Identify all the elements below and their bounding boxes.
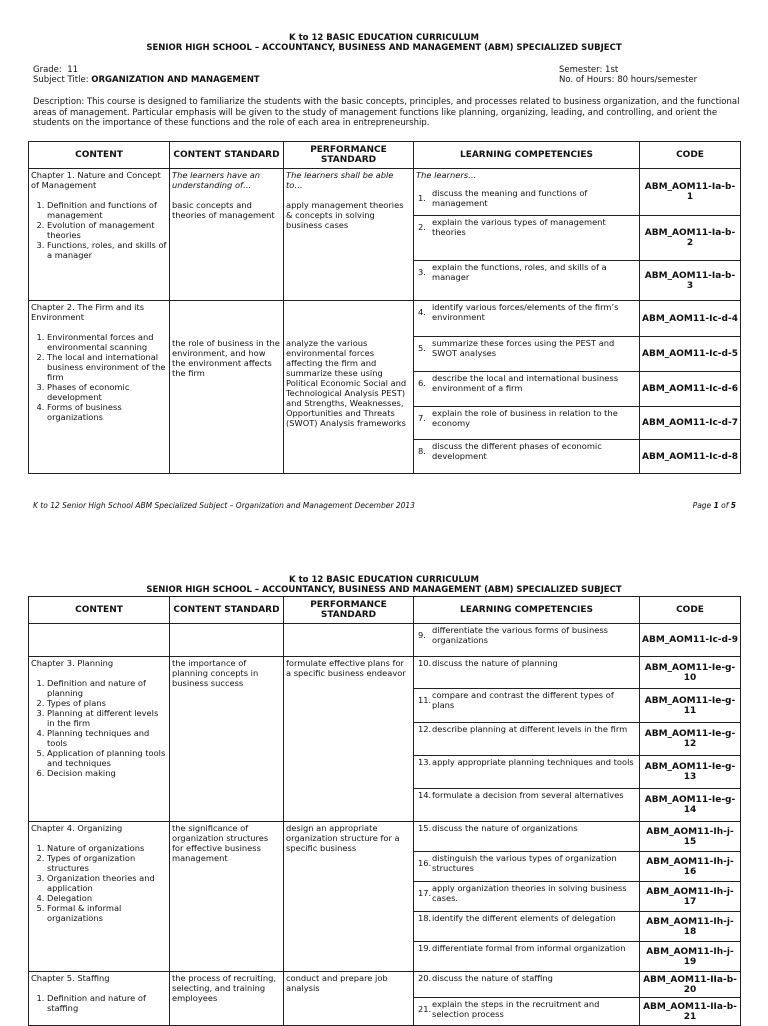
- code-12: ABM_AOM11-Ie-g-12: [640, 723, 741, 756]
- competency-3: 3. explain the functions, roles, and skills of a manager: [414, 261, 640, 301]
- chapter-2-content-standard: the role of business in the environment, and how the environment affects the firm: [170, 301, 284, 474]
- empty-cs: [170, 624, 284, 657]
- chapter-4-content: Chapter 4. Organizing 1. Nature of organizations 2. Types of organization structures 3. Organization theories and application 4. Delegation 5. Formal & informal organizations: [29, 822, 170, 972]
- curriculum-title: K to 12 BASIC EDUCATION CURRICULUM SENIOR HIGH SCHOOL – ACCOUNTANCY, BUSINESS AND MANAGEMENT (ABM) SPECIALIZED SUBJECT: [146, 33, 622, 53]
- chapter-3-content: Chapter 3. Planning 1. Definition and nature of planning 2. Types of plans 3. Planning at different levels in the firm 4. Planning techniques and tools 5. Application of planning tools and techniques 6. Decision making: [29, 657, 170, 822]
- competency-11: 11. compare and contrast the different types of plans: [414, 689, 640, 723]
- chapter-1-content: Chapter 1. Nature and Concept of Management 1. Definition and functions of management 2. Evolution of management theories 3. Functions, roles, and skills of a manager: [29, 169, 170, 301]
- competency-12: 12. describe planning at different levels in the firm: [414, 723, 640, 756]
- page-number: Page 1 of 5: [692, 501, 736, 510]
- code-10: ABM_AOM11-Ie-g-10: [640, 657, 741, 689]
- footer-text: K to 12 Senior High School ABM Specialized Subject – Organization and Management December 2013: [33, 501, 415, 510]
- code-19: ABM_AOM11-Ih-j-19: [640, 942, 741, 972]
- competency-18: 18. identify the different elements of delegation: [414, 912, 640, 942]
- competency-4: 4. identify various forces/elements of the firm’s environment: [414, 301, 640, 337]
- code-5: ABM_AOM11-Ic-d-5: [640, 337, 741, 372]
- chapter-1-performance-standard: The learners shall be able to… apply management theories & concepts in solving business cases: [284, 169, 414, 301]
- competency-7: 7. explain the role of business in relation to the economy: [414, 407, 640, 440]
- grade-meta: Grade: 11 Subject Title: ORGANIZATION AND MANAGEMENT: [33, 65, 260, 85]
- page-2: [0, 520, 768, 1024]
- competency-16: 16. distinguish the various types of organization structures: [414, 852, 640, 882]
- code-20: ABM_AOM11-IIa-b-20: [640, 972, 741, 998]
- col-learning-competencies-2: LEARNING COMPETENCIES: [414, 597, 640, 624]
- chapter-5-content: Chapter 5. Staffing 1. Definition and nature of staffing: [29, 972, 170, 1026]
- chapter-2-performance-standard: analyze the various environmental forces affecting the firm and summarize these using Political Economic Social and Technological Analysis PEST) and Strengths, Weaknesses, Opportunities and Threats (SWOT) Analysis frameworks: [284, 301, 414, 474]
- competency-8: 8. discuss the different phases of economic development: [414, 440, 640, 474]
- code-17: ABM_AOM11-Ih-j-17: [640, 882, 741, 912]
- col-code: CODE: [640, 142, 741, 169]
- curriculum-table-1: [28, 141, 741, 474]
- col-content-standard-2: CONTENT STANDARD: [170, 597, 284, 624]
- curriculum-title-2: K to 12 BASIC EDUCATION CURRICULUM SENIOR HIGH SCHOOL – ACCOUNTANCY, BUSINESS AND MANAGEMENT (ABM) SPECIALIZED SUBJECT: [146, 575, 622, 595]
- competency-5: 5. summarize these forces using the PEST and SWOT analyses: [414, 337, 640, 372]
- code-15: ABM_AOM11-Ih-j-15: [640, 822, 741, 852]
- code-8: ABM_AOM11-Ic-d-8: [640, 440, 741, 474]
- code-13: ABM_AOM11-Ie-g-13: [640, 756, 741, 789]
- code-21: ABM_AOM11-IIa-b-21: [640, 998, 741, 1026]
- col-code-2: CODE: [640, 597, 741, 624]
- code-18: ABM_AOM11-Ih-j-18: [640, 912, 741, 942]
- code-6: ABM_AOM11-Ic-d-6: [640, 372, 741, 407]
- code-3: ABM_AOM11-Ia-b-3: [640, 261, 741, 301]
- competency-19: 19. differentiate formal from informal organization: [414, 942, 640, 972]
- curriculum-table-2: [28, 596, 741, 1026]
- code-7: ABM_AOM11-Ic-d-7: [640, 407, 741, 440]
- chapter-5-performance-standard: conduct and prepare job analysis: [284, 972, 414, 1026]
- chapter-3-performance-standard: formulate effective plans for a specific business endeavor: [284, 657, 414, 822]
- competency-20: 20. discuss the nature of staffing: [414, 972, 640, 998]
- competency-10: 10. discuss the nature of planning: [414, 657, 640, 689]
- competency-2: 2. explain the various types of management theories: [414, 216, 640, 261]
- col-learning-competencies: LEARNING COMPETENCIES: [414, 142, 640, 169]
- semester-meta: Semester: 1st No. of Hours: 80 hours/semester: [559, 65, 698, 85]
- col-performance-standard: PERFORMANCE STANDARD: [284, 142, 414, 169]
- chapter-1-content-standard: The learners have an understanding of… basic concepts and theories of management: [170, 169, 284, 301]
- col-content-2: CONTENT: [29, 597, 170, 624]
- code-16: ABM_AOM11-Ih-j-16: [640, 852, 741, 882]
- code-11: ABM_AOM11-Ie-g-11: [640, 689, 741, 723]
- empty-content: [29, 624, 170, 657]
- code-1: ABM_AOM11-Ia-b-1: [640, 169, 741, 216]
- col-performance-standard-2: PERFORMANCE STANDARD: [284, 597, 414, 624]
- competency-1: The learners… 1. discuss the meaning and functions of management: [414, 169, 640, 216]
- competency-6: 6. describe the local and international business environment of a firm: [414, 372, 640, 407]
- col-content-standard: CONTENT STANDARD: [170, 142, 284, 169]
- code-9: ABM_AOM11-Ic-d-9: [640, 624, 741, 657]
- code-4: ABM_AOM11-Ic-d-4: [640, 301, 741, 337]
- chapter-2-content: Chapter 2. The Firm and its Environment 1. Environmental forces and environmental scanning 2. The local and international business environment of the firm 3. Phases of economic development 4. Forms of business organizations: [29, 301, 170, 474]
- code-2: ABM_AOM11-Ia-b-2: [640, 216, 741, 261]
- chapter-5-content-standard: the process of recruiting, selecting, and training employees: [170, 972, 284, 1026]
- chapter-3-content-standard: the importance of planning concepts in business success: [170, 657, 284, 822]
- chapter-4-performance-standard: design an appropriate organization structure for a specific business: [284, 822, 414, 972]
- col-content: CONTENT: [29, 142, 170, 169]
- course-description: Description: This course is designed to familiarize the students with the basic concepts, principles, and processes related to business organization, and the functional areas of management. Particular emphasis will be given to the study of management functions like planning, organizing, leading, and controlling, and orient the students on the importance of these functions and the role of each area in entrepreneurship.: [33, 97, 740, 128]
- chapter-4-content-standard: the significance of organization structures for effective business management: [170, 822, 284, 972]
- competency-14: 14. formulate a decision from several alternatives: [414, 789, 640, 822]
- competency-17: 17. apply organization theories in solving business cases.: [414, 882, 640, 912]
- competency-13: 13. apply appropriate planning techniques and tools: [414, 756, 640, 789]
- competency-9: 9. differentiate the various forms of business organizations: [414, 624, 640, 657]
- code-14: ABM_AOM11-Ie-g-14: [640, 789, 741, 822]
- competency-15: 15. discuss the nature of organizations: [414, 822, 640, 852]
- empty-ps: [284, 624, 414, 657]
- competency-21: 21. explain the steps in the recruitment and selection process: [414, 998, 640, 1026]
